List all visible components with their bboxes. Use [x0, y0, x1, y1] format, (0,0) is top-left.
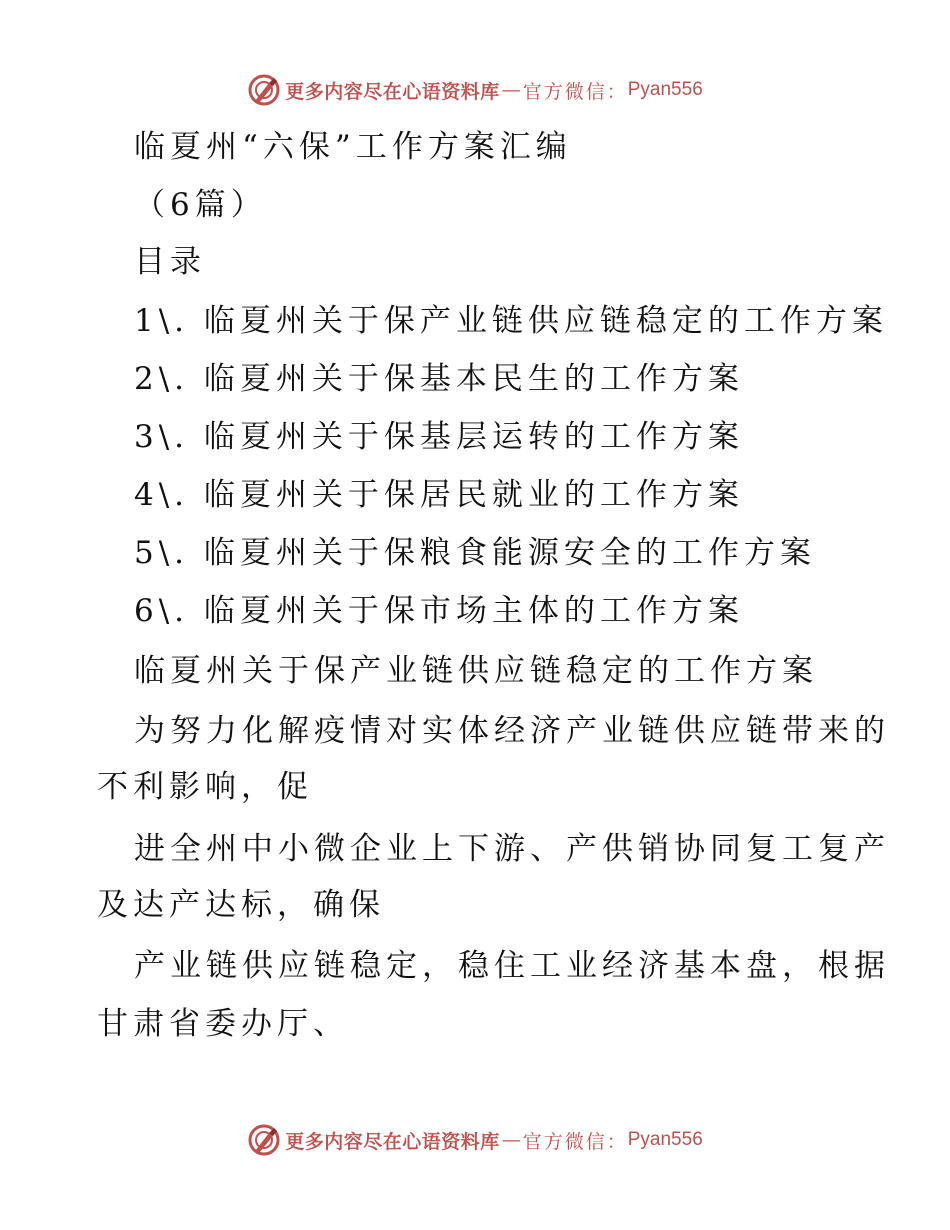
- watermark-separator: —: [501, 1129, 521, 1151]
- section-title: 临夏州关于保产业链供应链稳定的工作方案: [134, 653, 818, 689]
- toc-item: 3\. 临夏州关于保基层运转的工作方案: [134, 419, 744, 455]
- watermark-wechat-label: 官方微信：: [522, 1130, 628, 1153]
- body-line: 产业链供应链稳定，稳住工业经济基本盘，根据: [134, 948, 890, 984]
- watermark-text: 更多内容尽在心语资料库: [285, 1130, 500, 1153]
- toc-item: 4\. 临夏州关于保居民就业的工作方案: [134, 477, 744, 513]
- body-line: 为努力化解疫情对实体经济产业链供应链带来的: [134, 713, 890, 749]
- watermark-wechat-label: 官方微信：: [522, 80, 628, 103]
- header-watermark: [0, 70, 950, 110]
- document-count: （6篇）: [134, 187, 267, 223]
- toc-item: 2\. 临夏州关于保基本民生的工作方案: [134, 361, 744, 397]
- watermark-wechat-id: Pyan556: [627, 79, 703, 100]
- toc-item: 6\. 临夏州关于保市场主体的工作方案: [134, 593, 744, 629]
- toc-item: 5\. 临夏州关于保粮食能源安全的工作方案: [134, 535, 816, 571]
- footer-watermark: [0, 1120, 950, 1160]
- toc-heading: 目录: [134, 244, 206, 280]
- document-title: 临夏州“六保”工作方案汇编: [134, 129, 572, 165]
- body-line: 进全州中小微企业上下游、产供销协同复工复产: [134, 831, 890, 867]
- body-line: 及达产达标，确保: [97, 887, 385, 923]
- body-line: 甘肃省委办厅、: [97, 1006, 349, 1042]
- watermark-wechat-id: Pyan556: [627, 1129, 703, 1150]
- watermark-separator: —: [501, 79, 521, 101]
- pen-logo-icon: [247, 73, 281, 107]
- watermark-text: 更多内容尽在心语资料库: [285, 80, 500, 103]
- pen-logo-icon: [247, 1123, 281, 1157]
- toc-item: 1\. 临夏州关于保产业链供应链稳定的工作方案: [134, 303, 888, 339]
- body-line: 不利影响，促: [97, 769, 313, 805]
